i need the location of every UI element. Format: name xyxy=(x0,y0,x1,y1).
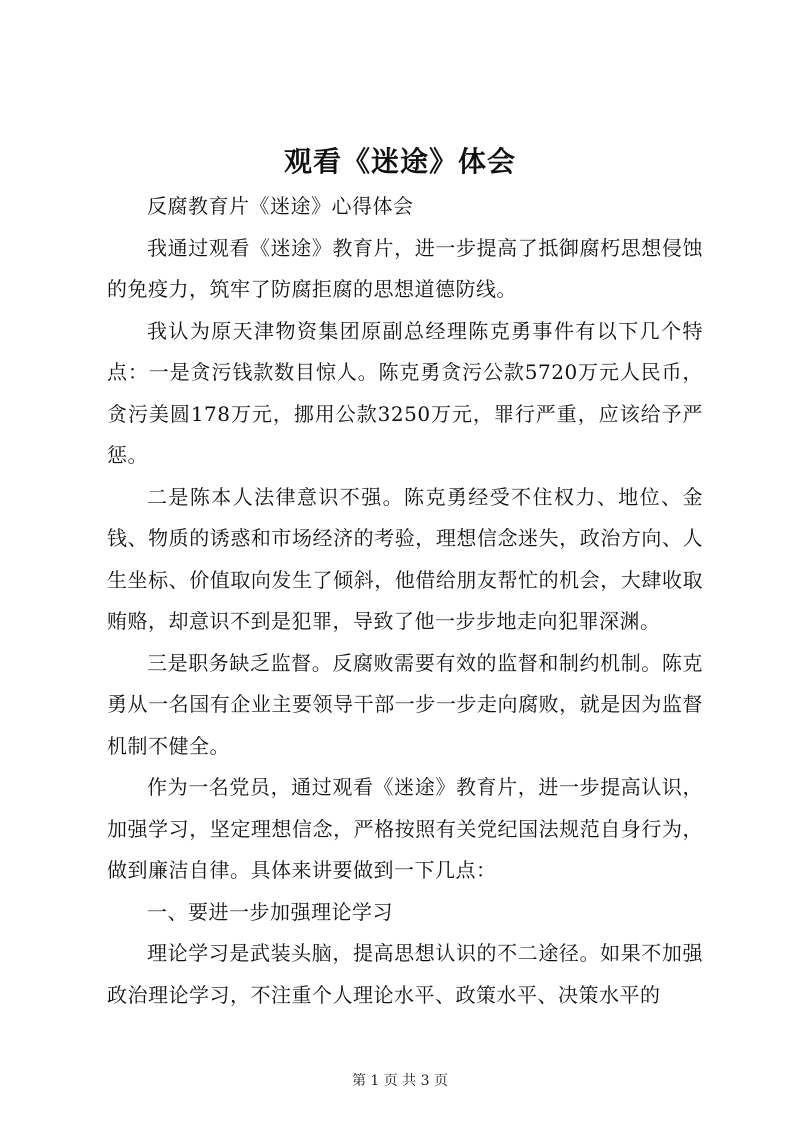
paragraph: 作为一名党员，通过观看《迷途》教育片，进一步提高认识，加强学习，坚定理想信念，严格按照有关党纪国法规范自身行为，做到廉洁自律。具体来讲要做到一下几点： xyxy=(107,775,703,882)
document-title: 观看《迷途》体会 xyxy=(283,145,516,178)
paragraph: 三是职务缺乏监督。反腐败需要有效的监督和制约机制。陈克勇从一名国有企业主要领导干部一步一步走向腐败，就是因为监督机制不健全。 xyxy=(107,650,703,758)
paragraph: 理论学习是武装头脑，提高思想认识的不二途径。如果不加强政治理论学习，不注重个人理论水平、政策水平、决策水平的 xyxy=(107,941,703,1007)
paragraph-subtitle: 反腐教育片《迷途》心得体会 xyxy=(147,194,414,218)
page-footer xyxy=(0,1071,800,1091)
document-body xyxy=(107,186,703,1016)
paragraph: 我认为原天津物资集团原副总经理陈克勇事件有以下几个特点：一是贪污钱款数目惊人。陈克勇贪污公款5720万元人民币，贪污美圆178万元，挪用公款3250万元，罪行严重，应该给予严惩。 xyxy=(107,318,703,467)
paragraph: 二是陈本人法律意识不强。陈克勇经受不住权力、地位、金钱、物质的诱惑和市场经济的考验，理想信念迷失，政治方向、人生坐标、价值取向发生了倾斜，他借给朋友帮忙的机会，大肆收取贿赂，却意识不到是犯罪，导致了他一步步地走向犯罪深渊。 xyxy=(107,484,703,633)
paragraph: 我通过观看《迷途》教育片，进一步提高了抵御腐朽思想侵蚀的免疫力，筑牢了防腐拒腐的思想道德防线。 xyxy=(107,235,703,301)
section-heading: 一、要进一步加强理论学习 xyxy=(147,899,393,924)
page-number: 第 1 页 共 3 页 xyxy=(351,1073,449,1089)
